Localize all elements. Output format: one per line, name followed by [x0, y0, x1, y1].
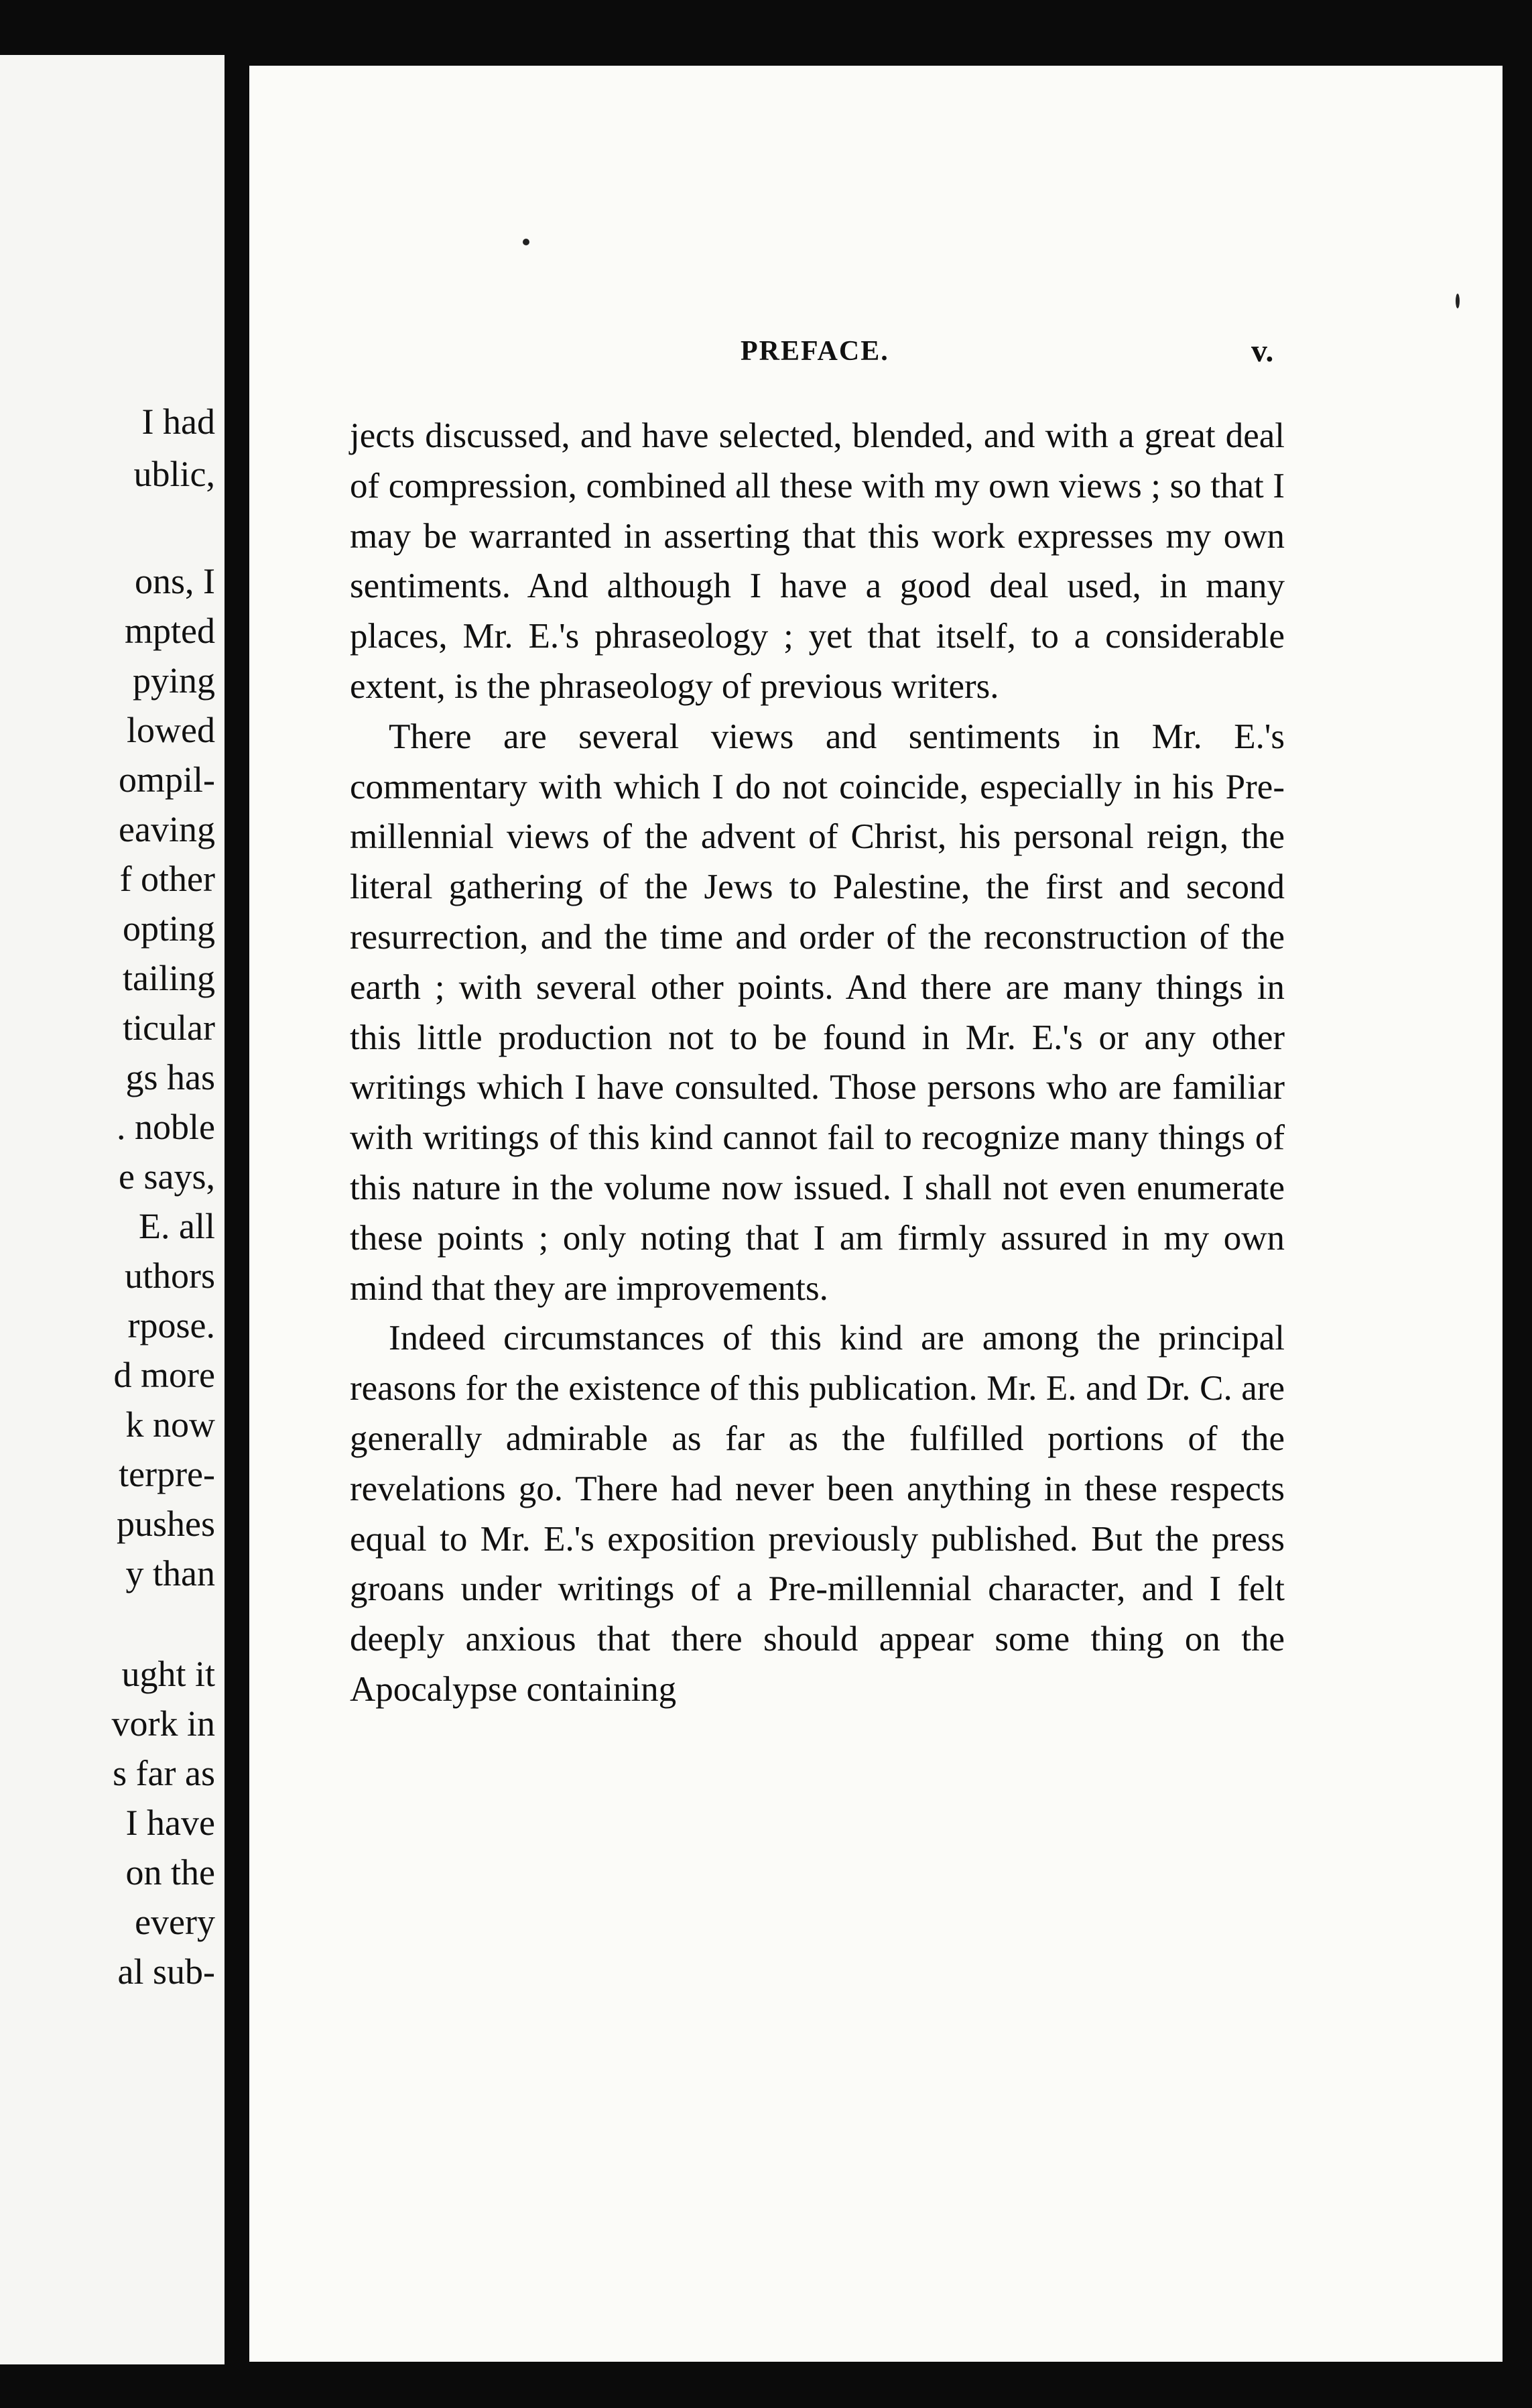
- left-line: every: [135, 1902, 215, 1942]
- page-number: v.: [1251, 333, 1274, 369]
- left-line: ticular: [123, 1008, 215, 1048]
- left-line: tailing: [123, 958, 215, 998]
- left-line: E. all: [139, 1206, 215, 1246]
- left-line: I had: [141, 402, 215, 442]
- left-line: d more: [113, 1355, 215, 1395]
- left-line: ublic,: [133, 454, 215, 494]
- left-line: ons, I: [135, 561, 215, 601]
- left-line: pying: [132, 660, 215, 701]
- left-line: . noble: [117, 1107, 215, 1147]
- page-header: [249, 335, 1503, 382]
- left-line: gs has: [125, 1057, 215, 1097]
- ink-speck: [1456, 294, 1460, 308]
- left-line: pushes: [117, 1504, 215, 1544]
- running-head: PREFACE.: [741, 336, 889, 367]
- left-line: mpted: [125, 611, 215, 651]
- book-page: [249, 66, 1503, 2362]
- paragraph: Indeed circumstances of this kind are among the principal reasons for the existence of this publication. Mr. E. and Dr. C. are generally admirable as far as the fulfilled portions of the revelations go. There had never been anything in these respects equal to Mr. E.'s exposition previously published. But the press groans under writings of a Pre-millennial character, and I felt deeply anxious that there should appear some thing on the Apocalypse containing: [350, 1319, 1285, 1709]
- left-line: uthors: [125, 1256, 215, 1296]
- left-line: al sub-: [117, 1951, 215, 1992]
- left-line: eaving: [119, 809, 215, 849]
- left-line: e says,: [119, 1156, 215, 1197]
- left-line: opting: [122, 908, 215, 949]
- paragraph: There are several views and sentiments in Mr. E.'s commentary with which I do not coincide, especially in his Pre-millennial views of the advent of Christ, his personal reign, the literal gathering of the Jews to Palestine, the first and second resurrection, and the time and order of the reconstruction of the earth ; with several other points. And there are many things in this little production not to be found in Mr. E.'s or any other writings which I have consulted. Those persons who are familiar with writings of this kind cannot fail to recognize many things of this nature in the volume now issued. I shall not even enumerate these points ; only noting that I am firmly assured in my own mind that they are improvements.: [350, 717, 1285, 1308]
- left-line: lowed: [127, 710, 215, 750]
- ink-speck: [523, 239, 529, 245]
- left-line: I have: [125, 1803, 215, 1843]
- facing-page-text: [0, 397, 225, 2113]
- left-line: ught it: [121, 1654, 215, 1694]
- left-line: ompil-: [119, 760, 215, 800]
- left-line: s far as: [113, 1753, 215, 1793]
- left-line: vork in: [111, 1703, 215, 1744]
- left-line: rpose.: [127, 1305, 215, 1345]
- left-line: y than: [125, 1553, 215, 1593]
- left-line: k now: [125, 1404, 215, 1445]
- left-line: on the: [125, 1852, 215, 1892]
- facing-page-left: [0, 55, 225, 2364]
- paragraph: jects discussed, and have selected, blended, and with a great deal of compression, combined all these with my own views ; so that I may be warranted in asserting that this work expresses my own sentiments. And although I have a good deal used, in many places, Mr. E.'s phraseology ; yet that itself, to a considerable extent, is the phraseology of previous writers.: [350, 416, 1285, 706]
- left-line: terpre-: [119, 1454, 215, 1494]
- body-text: [350, 411, 1285, 1715]
- left-line: f other: [119, 859, 215, 899]
